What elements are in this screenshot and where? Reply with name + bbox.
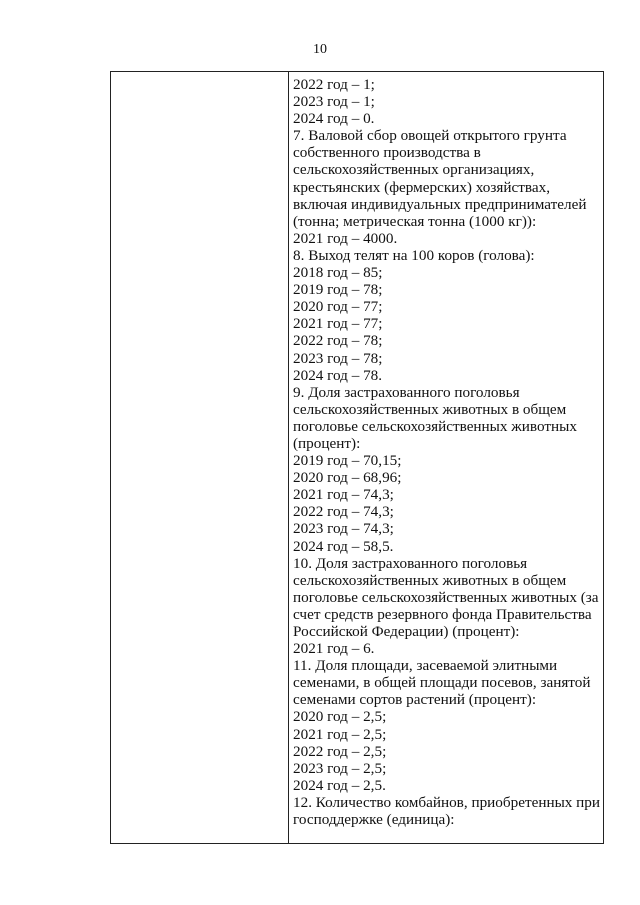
text-line: поголовье сельскохозяйственных животных (за [293, 588, 599, 606]
text-line: 2019 год – 78; [293, 281, 383, 299]
text-line: сельскохозяйственных животных в общем [293, 400, 567, 418]
text-line: 2021 год – 6. [293, 640, 375, 658]
text-line: поголовье сельскохозяйственных животных [293, 417, 577, 435]
text-line: сельскохозяйственных животных в общем [293, 571, 567, 589]
text-line: 2022 год – 78; [293, 332, 383, 350]
text-line: счет средств резервного фонда Правительства [293, 605, 592, 623]
text-line: 2021 год – 77; [293, 315, 383, 333]
text-line: (процент): [293, 434, 361, 452]
text-line: 2023 год – 74,3; [293, 520, 394, 538]
text-line: 2024 год – 58,5. [293, 537, 394, 555]
page-number: 10 [313, 42, 327, 57]
text-line: (тонна; метрическая тонна (1000 кг)): [293, 212, 537, 230]
text-line: 2020 год – 2,5; [293, 708, 387, 726]
text-line: 2022 год – 74,3; [293, 503, 394, 521]
text-line: 2024 год – 2,5. [293, 776, 386, 794]
text-line: 12. Количество комбайнов, приобретенных при [293, 793, 601, 811]
text-line: 2023 год – 1; [293, 93, 375, 111]
document-table [110, 71, 604, 844]
text-line: 2023 год – 78; [293, 349, 383, 367]
text-line: 8. Выход телят на 100 коров (голова): [293, 246, 535, 264]
text-line: 2024 год – 78. [293, 366, 383, 384]
text-line: 11. Доля площади, засеваемой элитными [293, 657, 558, 675]
text-line: включая индивидуальных предпринимателей [293, 195, 587, 213]
text-line: сельскохозяйственных организациях, [293, 161, 535, 179]
text-line: 7. Валовой сбор овощей открытого грунта [293, 127, 567, 145]
text-line: 2023 год – 2,5; [293, 759, 387, 777]
text-line: 10. Доля застрахованного поголовья [293, 554, 528, 572]
text-line: 2021 год – 4000. [293, 229, 398, 247]
text-line: 2019 год – 70,15; [293, 452, 402, 470]
table-left-column [111, 72, 289, 843]
text-line: 2020 год – 68,96; [293, 469, 402, 487]
text-line: господдержке (единица): [293, 811, 455, 829]
text-line: 2018 год – 85; [293, 264, 383, 282]
text-line: 9. Доля застрахованного поголовья [293, 383, 520, 401]
text-line: семенами, в общей площади посевов, занятой [293, 674, 591, 692]
text-line: 2020 год – 77; [293, 298, 383, 316]
text-line: собственного производства в [293, 144, 481, 162]
text-line: 2021 год – 74,3; [293, 486, 394, 504]
table-right-column [289, 72, 603, 843]
text-line: 2022 год – 2,5; [293, 742, 387, 760]
text-line: Российской Федерации) (процент): [293, 623, 520, 640]
text-line: 2022 год – 1; [293, 76, 375, 93]
text-line: крестьянских (фермерских) хозяйствах, [293, 178, 550, 196]
text-line: 2021 год – 2,5; [293, 725, 387, 743]
text-line: семенами сортов растений (процент): [293, 691, 537, 709]
text-line: 2024 год – 0. [293, 110, 375, 128]
